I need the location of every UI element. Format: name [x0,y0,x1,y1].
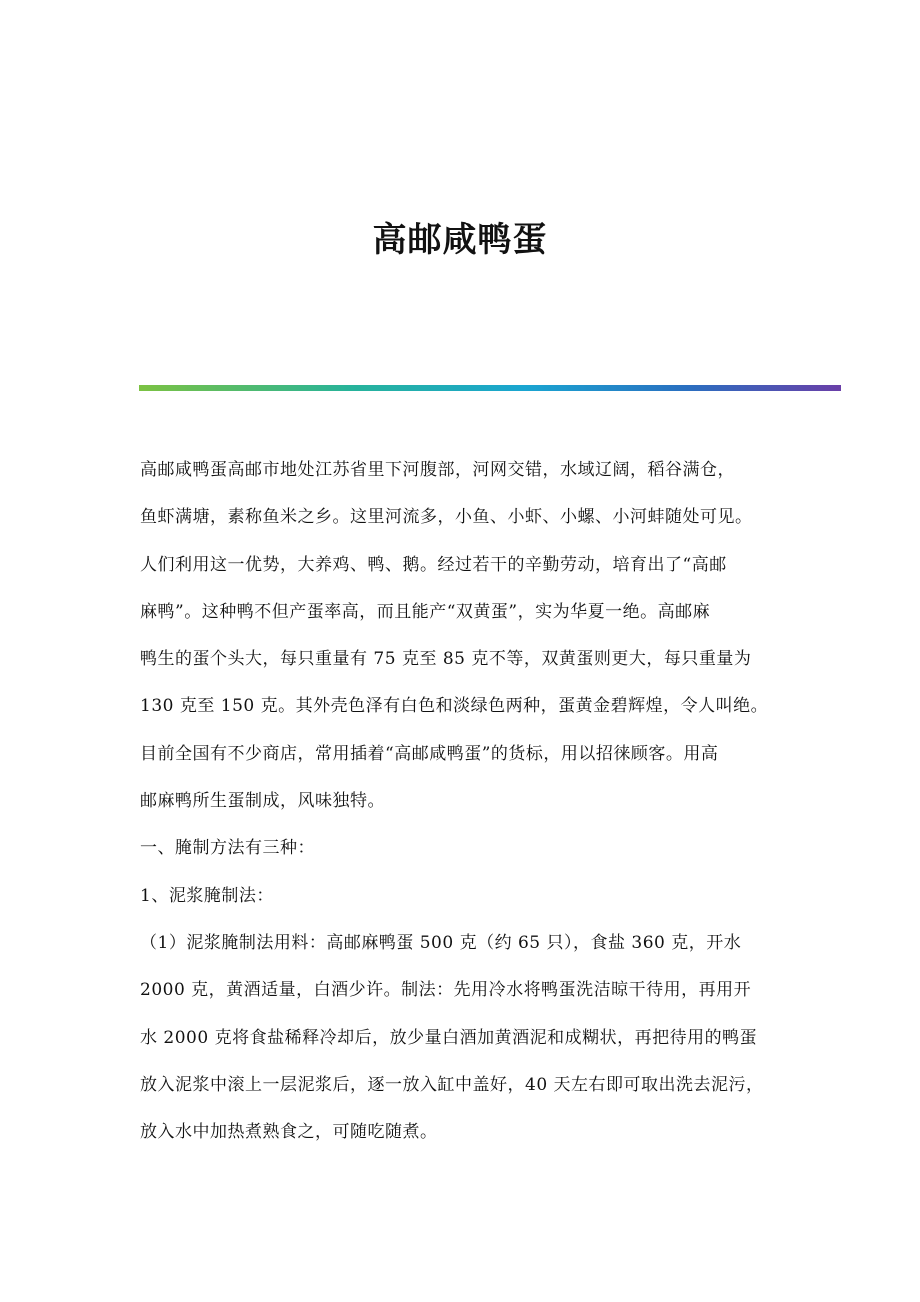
subsection-heading: 1、泥浆腌制法： [140,885,274,906]
paragraph-line: 鱼虾满塘，素称鱼米之乡。这里河流多，小鱼、小虾、小螺、小河蚌随处可见。 [140,507,753,528]
paragraph-line: 2000 克，黄酒适量，白酒少许。制法：先用冷水将鸭蛋洗洁晾干待用，再用开 [140,980,752,1001]
gradient-divider [139,385,841,391]
paragraph-line: 放入泥浆中滚上一层泥浆后，逐一放入缸中盖好，40 天左右即可取出洗去泥污， [140,1074,764,1095]
paragraph-line: 麻鸭”。这种鸭不但产蛋率高，而且能产“双黄蛋”，实为华夏一绝。高邮麻 [140,601,711,622]
paragraph-line: （1）泥浆腌制法用料：高邮麻鸭蛋 500 克（约 65 只），食盐 360 克，开水 [140,932,742,953]
document-title: 高邮咸鸭蛋 [372,220,548,260]
paragraph-line: 高邮咸鸭蛋高邮市地处江苏省里下河腹部，河网交错，水域辽阔，稻谷满仓， [140,460,735,480]
paragraph-line: 鸭生的蛋个头大，每只重量有 75 克至 85 克不等，双黄蛋则更大，每只重量为 [140,649,752,670]
section-heading: 一、腌制方法有三种： [140,838,315,859]
paragraph-line: 目前全国有不少商店，常用插着“高邮咸鸭蛋”的货标，用以招徕顾客。用高 [140,743,719,764]
paragraph-line: 人们利用这一优势，大养鸡、鸭、鹅。经过若干的辛勤劳动，培育出了“高邮 [140,554,727,575]
paragraph-line: 邮麻鸭所生蛋制成，风味独特。 [140,791,385,812]
paragraph-line: 130 克至 150 克。其外壳色泽有白色和淡绿色两种，蛋黄金碧辉煌，令人叫绝。 [140,696,769,717]
document-body [140,458,790,1167]
paragraph-line: 水 2000 克将食盐稀释冷却后，放少量白酒加黄酒泥和成糊状，再把待用的鸭蛋 [140,1027,758,1048]
paragraph-line: 放入水中加热煮熟食之，可随吃随煮。 [140,1122,438,1143]
